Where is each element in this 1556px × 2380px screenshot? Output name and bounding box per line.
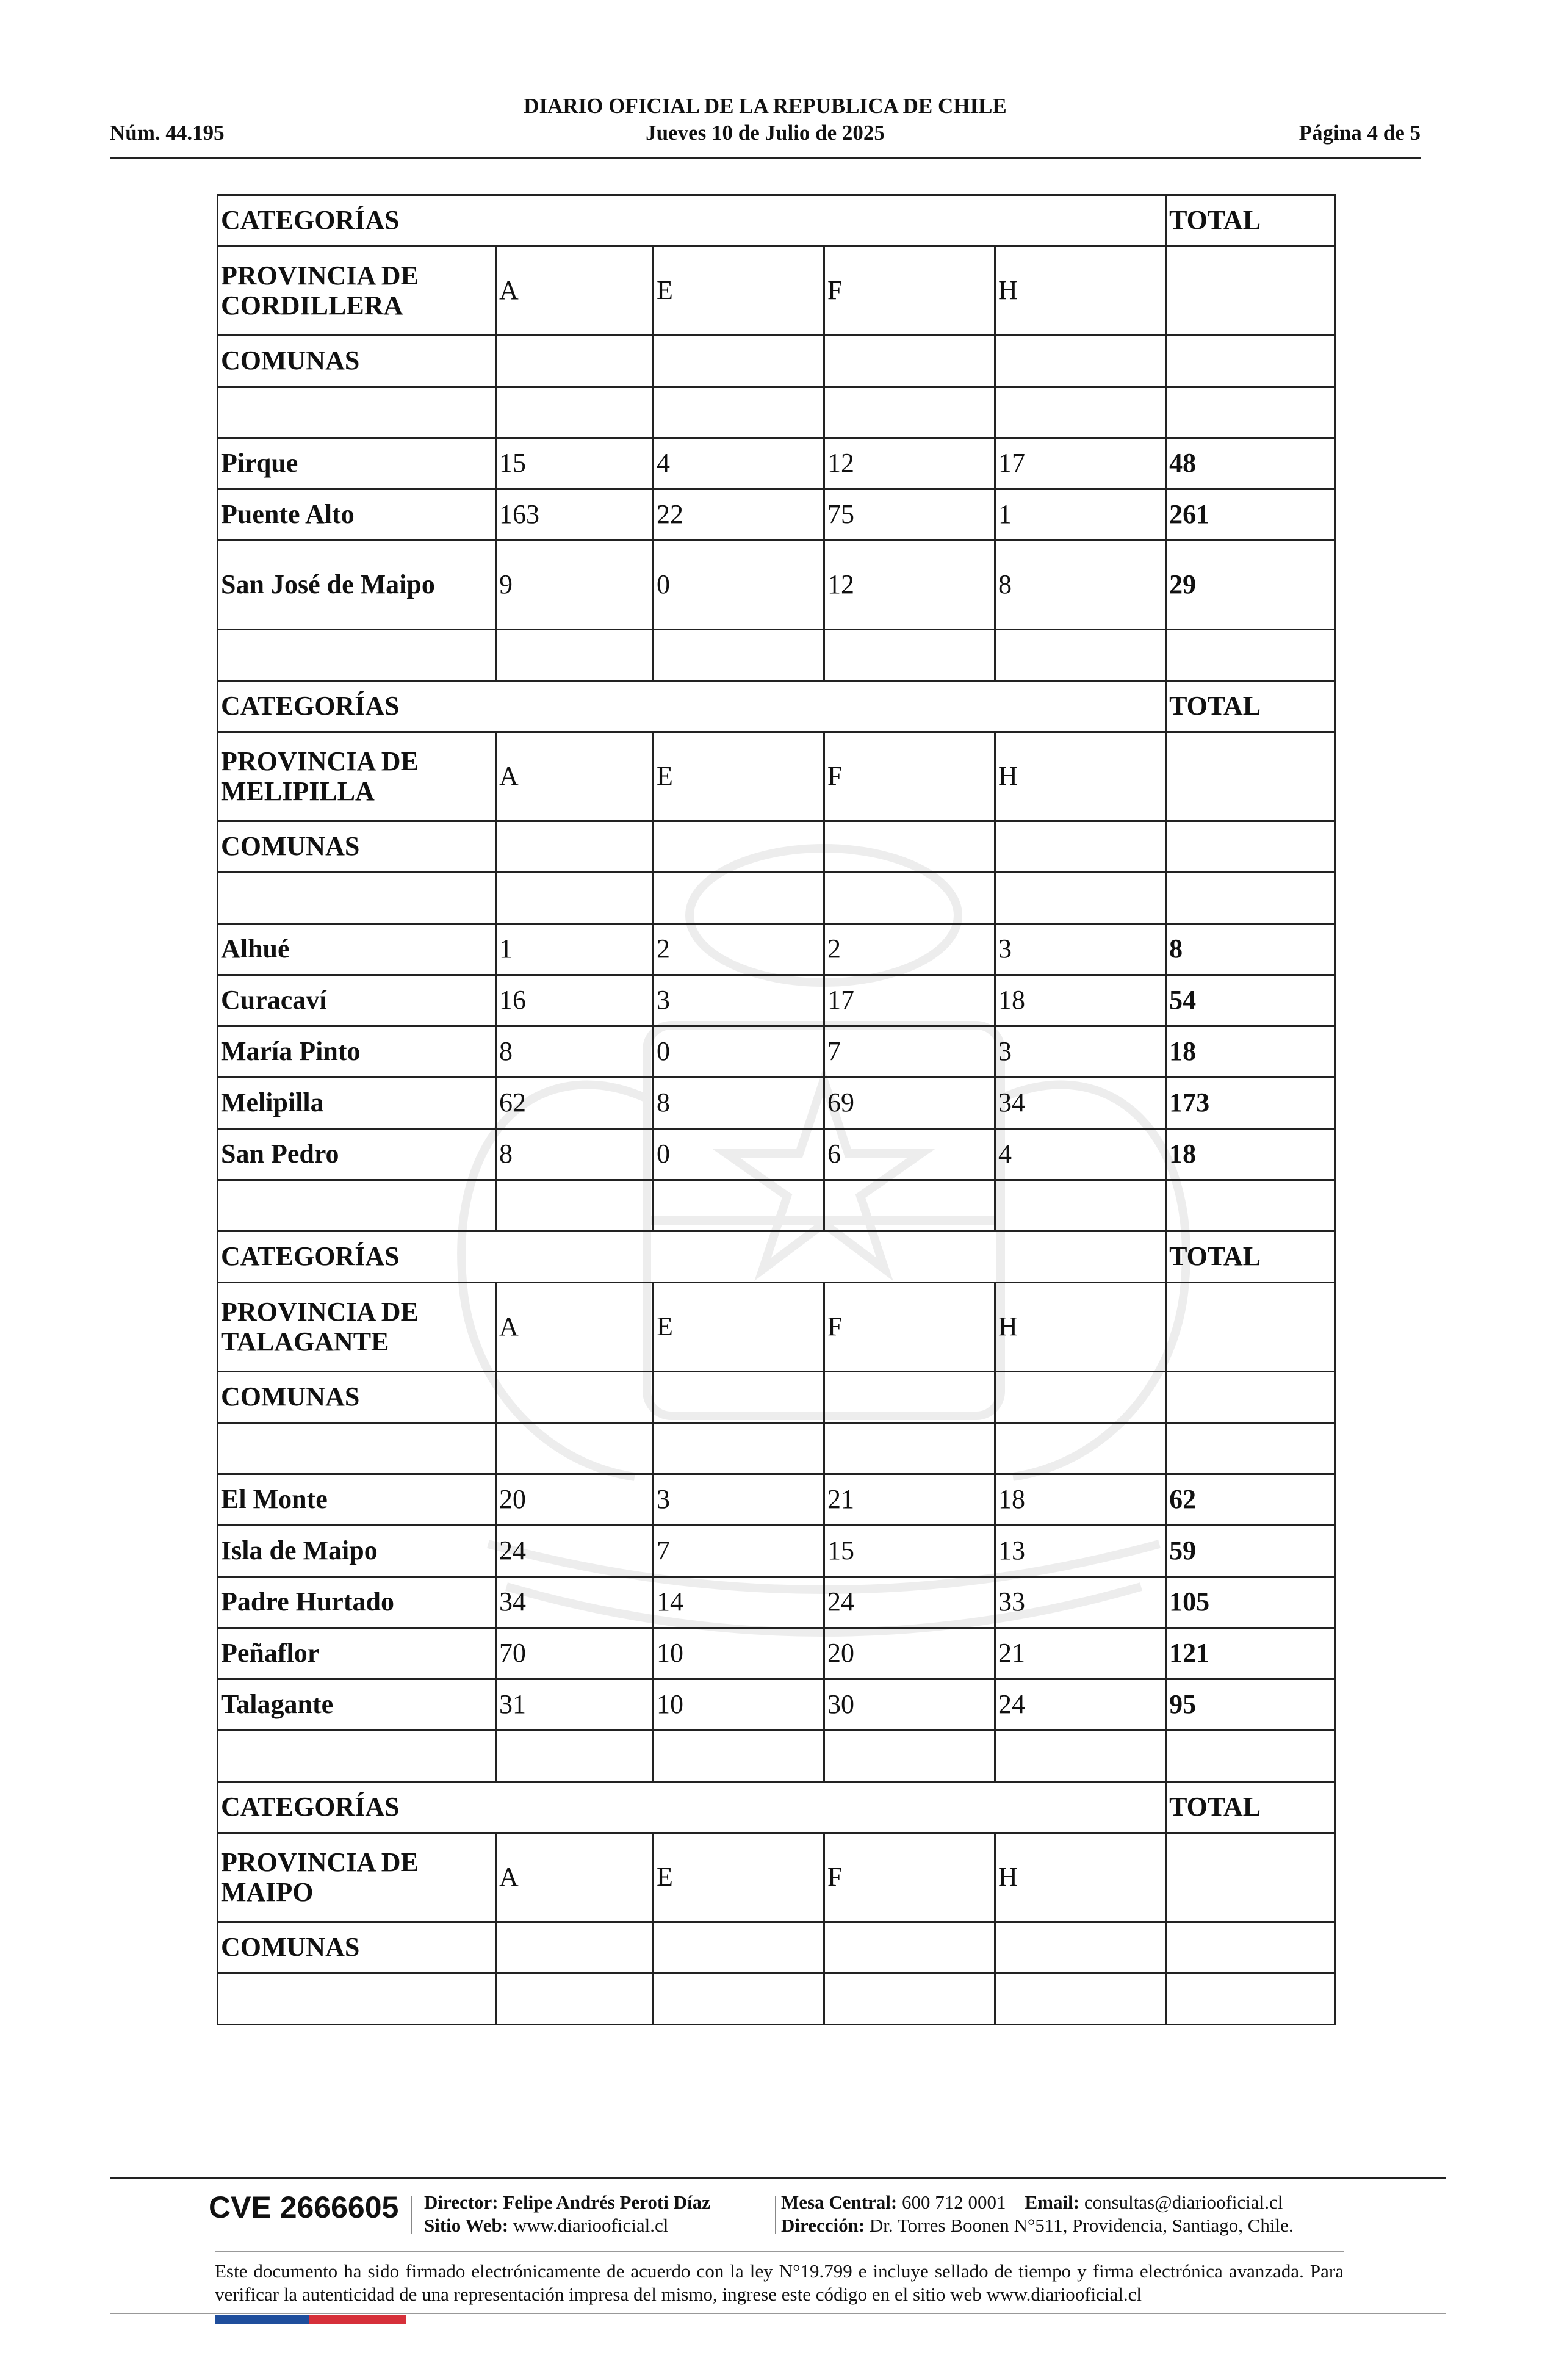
page-number: Página 4 de 5 <box>1298 121 1421 145</box>
data-table <box>217 194 1336 2025</box>
comuna-name: Isla de Maipo <box>218 1526 496 1577</box>
empty-row <box>218 1974 1336 2025</box>
issue-number: Núm. 44.195 <box>110 121 225 145</box>
value-e: 0 <box>654 541 824 630</box>
categorias-label: CATEGORÍAS <box>218 681 1166 732</box>
table-row <box>218 1129 1336 1180</box>
table-row <box>218 1577 1336 1628</box>
column-f-label: F <box>824 732 995 821</box>
value-total: 261 <box>1166 489 1336 541</box>
footer-separator <box>775 2196 776 2234</box>
value-total: 62 <box>1166 1474 1336 1526</box>
column-e-label: E <box>654 1833 824 1922</box>
empty-row <box>218 1180 1336 1231</box>
comuna-name: San Pedro <box>218 1129 496 1180</box>
comuna-name: San José de Maipo <box>218 541 496 630</box>
value-h: 18 <box>995 1474 1166 1526</box>
value-total: 121 <box>1166 1628 1336 1679</box>
categorias-label: CATEGORÍAS <box>218 1231 1166 1283</box>
value-total: 48 <box>1166 438 1336 489</box>
value-f: 69 <box>824 1078 995 1129</box>
province-row <box>218 732 1336 821</box>
value-f: 24 <box>824 1577 995 1628</box>
cve-code: CVE 2666605 <box>209 2190 399 2224</box>
value-total: 54 <box>1166 975 1336 1026</box>
value-f: 21 <box>824 1474 995 1526</box>
empty-cell <box>1166 1283 1336 1372</box>
category-header-row <box>218 681 1336 732</box>
value-h: 1 <box>995 489 1166 541</box>
comunas-label: COMUNAS <box>218 336 496 387</box>
category-header-row <box>218 1782 1336 1833</box>
value-e: 4 <box>654 438 824 489</box>
value-f: 20 <box>824 1628 995 1679</box>
categorias-label: CATEGORÍAS <box>218 1782 1166 1833</box>
value-e: 14 <box>654 1577 824 1628</box>
comunas-row <box>218 1922 1336 1974</box>
comuna-name: Talagante <box>218 1679 496 1731</box>
email-link[interactable]: consultas@diariooficial.cl <box>1084 2191 1283 2213</box>
total-label: TOTAL <box>1166 681 1336 732</box>
legal-notice: Este documento ha sido firmado electrónicamente de acuerdo con la ley N°19.799 e incluye sellado de tiempo y firma electrónica avanzada. Para verificar la autenticidad de una representación impresa del mismo, ingrese este código en el sitio web www.diariooficial.cl <box>215 2260 1344 2305</box>
direccion-label: Dirección: <box>781 2215 865 2236</box>
comunas-row <box>218 336 1336 387</box>
mesa-value: 600 712 0001 <box>902 2191 1006 2213</box>
column-e-label: E <box>654 732 824 821</box>
category-header-row <box>218 1231 1336 1283</box>
flag-stripe-blue <box>215 2315 309 2324</box>
comunas-label: COMUNAS <box>218 821 496 873</box>
table-row <box>218 541 1336 630</box>
value-f: 17 <box>824 975 995 1026</box>
empty-cell <box>1166 247 1336 336</box>
value-e: 22 <box>654 489 824 541</box>
footer-divider <box>110 2177 1446 2179</box>
footer-contact-block <box>781 2191 1294 2237</box>
value-a: 70 <box>496 1628 654 1679</box>
value-a: 9 <box>496 541 654 630</box>
gazette-title: DIARIO OFICIAL DE LA REPUBLICA DE CHILE <box>524 94 1007 118</box>
email-label: Email: <box>1025 2191 1080 2213</box>
column-e-label: E <box>654 247 824 336</box>
value-f: 75 <box>824 489 995 541</box>
value-total: 59 <box>1166 1526 1336 1577</box>
value-e: 10 <box>654 1628 824 1679</box>
value-e: 3 <box>654 1474 824 1526</box>
column-f-label: F <box>824 247 995 336</box>
province-row <box>218 1833 1336 1922</box>
page-header <box>110 92 1421 159</box>
value-a: 20 <box>496 1474 654 1526</box>
category-header-row <box>218 195 1336 247</box>
value-h: 3 <box>995 924 1166 975</box>
director-label: Director: <box>424 2191 499 2213</box>
value-h: 33 <box>995 1577 1166 1628</box>
value-a: 24 <box>496 1526 654 1577</box>
column-h-label: H <box>995 1283 1166 1372</box>
direccion-value: Dr. Torres Boonen N°511, Providencia, Santiago, Chile. <box>869 2215 1294 2236</box>
categorias-label: CATEGORÍAS <box>218 195 1166 247</box>
column-h-label: H <box>995 1833 1166 1922</box>
mesa-label: Mesa Central: <box>781 2191 898 2213</box>
empty-row <box>218 873 1336 924</box>
comuna-name: Curacaví <box>218 975 496 1026</box>
value-h: 34 <box>995 1078 1166 1129</box>
footer-separator <box>411 2196 412 2234</box>
value-f: 2 <box>824 924 995 975</box>
value-f: 12 <box>824 541 995 630</box>
table-row <box>218 1078 1336 1129</box>
table-row <box>218 1628 1336 1679</box>
value-total: 18 <box>1166 1129 1336 1180</box>
table-row <box>218 1474 1336 1526</box>
empty-cell <box>1166 732 1336 821</box>
value-h: 17 <box>995 438 1166 489</box>
value-a: 31 <box>496 1679 654 1731</box>
comuna-name: Melipilla <box>218 1078 496 1129</box>
table-row <box>218 975 1336 1026</box>
value-h: 13 <box>995 1526 1166 1577</box>
column-a-label: A <box>496 247 654 336</box>
column-h-label: H <box>995 247 1166 336</box>
value-h: 18 <box>995 975 1166 1026</box>
comuna-name: Alhué <box>218 924 496 975</box>
empty-row <box>218 387 1336 438</box>
value-a: 1 <box>496 924 654 975</box>
column-a-label: A <box>496 732 654 821</box>
comuna-name: El Monte <box>218 1474 496 1526</box>
value-total: 8 <box>1166 924 1336 975</box>
empty-row <box>218 1423 1336 1474</box>
comunas-row <box>218 1372 1336 1423</box>
footer-director-block <box>424 2191 710 2237</box>
value-e: 3 <box>654 975 824 1026</box>
value-total: 18 <box>1166 1026 1336 1078</box>
table-row <box>218 1526 1336 1577</box>
comuna-name: Padre Hurtado <box>218 1577 496 1628</box>
column-h-label: H <box>995 732 1166 821</box>
empty-row <box>218 630 1336 681</box>
issue-date: Jueves 10 de Julio de 2025 <box>646 121 885 145</box>
province-name: PROVINCIA DE CORDILLERA <box>218 247 496 336</box>
value-h: 4 <box>995 1129 1166 1180</box>
flag-stripe-red <box>309 2315 406 2324</box>
column-f-label: F <box>824 1283 995 1372</box>
value-a: 163 <box>496 489 654 541</box>
value-total: 95 <box>1166 1679 1336 1731</box>
column-e-label: E <box>654 1283 824 1372</box>
column-a-label: A <box>496 1833 654 1922</box>
comuna-name: Pirque <box>218 438 496 489</box>
value-f: 30 <box>824 1679 995 1731</box>
table-row <box>218 489 1336 541</box>
table-row <box>218 924 1336 975</box>
province-name: PROVINCIA DE MAIPO <box>218 1833 496 1922</box>
value-a: 15 <box>496 438 654 489</box>
value-h: 21 <box>995 1628 1166 1679</box>
table-row <box>218 438 1336 489</box>
table-row <box>218 1026 1336 1078</box>
province-name: PROVINCIA DE MELIPILLA <box>218 732 496 821</box>
comuna-name: María Pinto <box>218 1026 496 1078</box>
total-label: TOTAL <box>1166 1782 1336 1833</box>
value-a: 16 <box>496 975 654 1026</box>
footer-thin-divider <box>215 2251 1344 2252</box>
value-e: 2 <box>654 924 824 975</box>
value-f: 6 <box>824 1129 995 1180</box>
web-label: Sitio Web: <box>424 2215 509 2236</box>
empty-cell <box>1166 1833 1336 1922</box>
value-f: 7 <box>824 1026 995 1078</box>
value-total: 105 <box>1166 1577 1336 1628</box>
value-h: 3 <box>995 1026 1166 1078</box>
value-a: 34 <box>496 1577 654 1628</box>
value-a: 8 <box>496 1129 654 1180</box>
column-f-label: F <box>824 1833 995 1922</box>
comunas-label: COMUNAS <box>218 1922 496 1974</box>
column-a-label: A <box>496 1283 654 1372</box>
total-label: TOTAL <box>1166 1231 1336 1283</box>
value-e: 7 <box>654 1526 824 1577</box>
value-a: 62 <box>496 1078 654 1129</box>
value-e: 8 <box>654 1078 824 1129</box>
province-name: PROVINCIA DE TALAGANTE <box>218 1283 496 1372</box>
comunas-row <box>218 821 1336 873</box>
value-e: 0 <box>654 1129 824 1180</box>
value-total: 29 <box>1166 541 1336 630</box>
comunas-label: COMUNAS <box>218 1372 496 1423</box>
total-label: TOTAL <box>1166 195 1336 247</box>
value-total: 173 <box>1166 1078 1336 1129</box>
province-row <box>218 247 1336 336</box>
empty-row <box>218 1731 1336 1782</box>
value-f: 12 <box>824 438 995 489</box>
value-a: 8 <box>496 1026 654 1078</box>
province-row <box>218 1283 1336 1372</box>
value-e: 10 <box>654 1679 824 1731</box>
web-link[interactable]: www.diariooficial.cl <box>513 2215 669 2236</box>
value-h: 24 <box>995 1679 1166 1731</box>
table-row <box>218 1679 1336 1731</box>
value-f: 15 <box>824 1526 995 1577</box>
footer-bottom-divider <box>110 2313 1446 2314</box>
value-h: 8 <box>995 541 1166 630</box>
value-e: 0 <box>654 1026 824 1078</box>
director-name: Felipe Andrés Peroti Díaz <box>503 2191 710 2213</box>
comuna-name: Peñaflor <box>218 1628 496 1679</box>
comuna-name: Puente Alto <box>218 489 496 541</box>
